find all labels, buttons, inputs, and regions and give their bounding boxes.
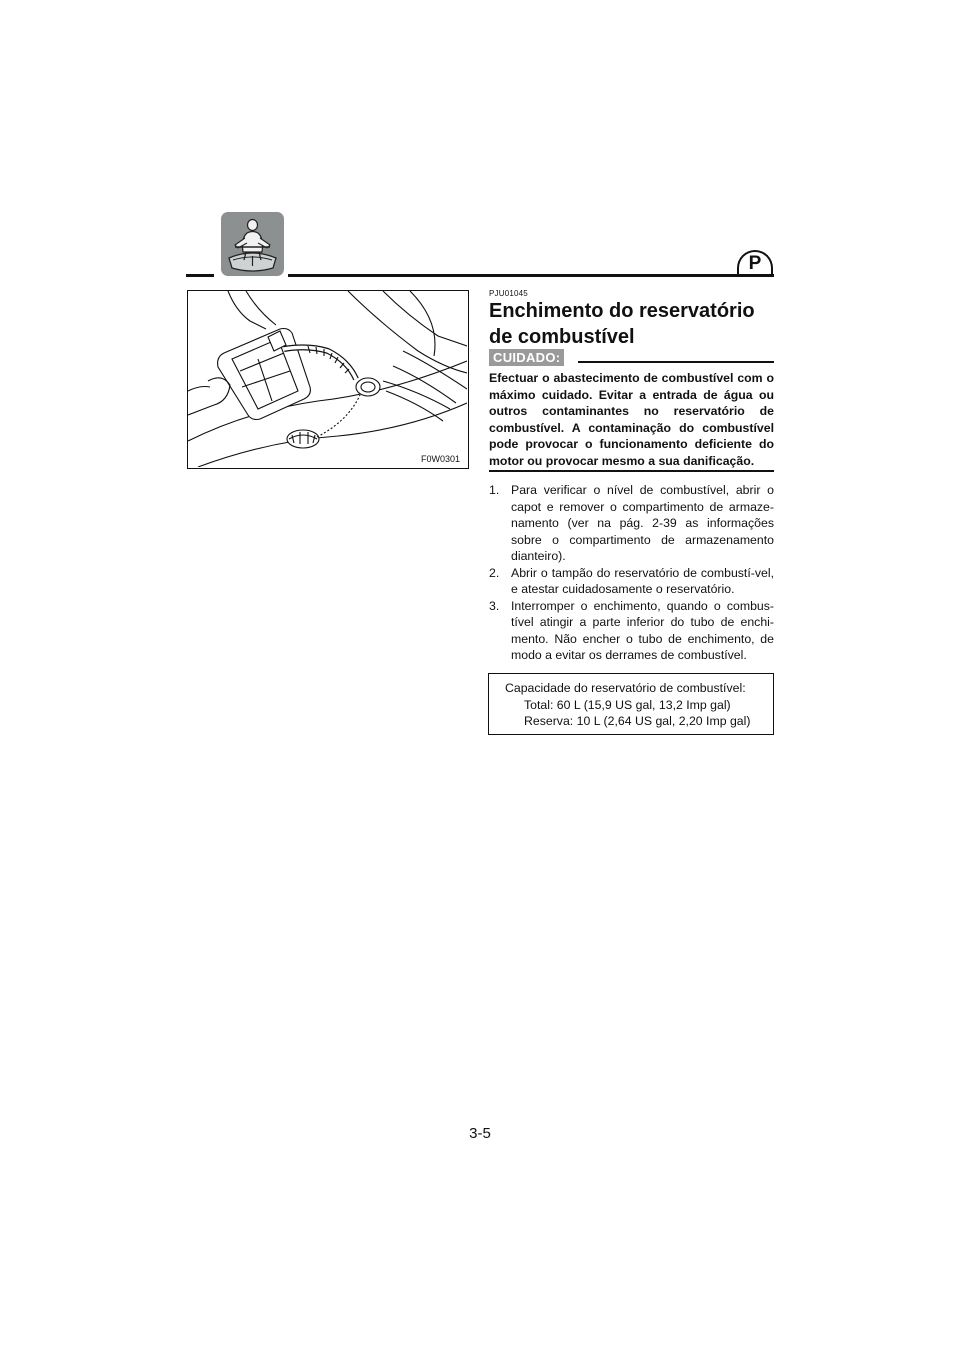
caution-text: Efectuar o abastecimento de combustível com o máximo cuidado. Evitar a entrada de água ou outros contaminantes no reservatório de combustível. A contaminação do combustível pode provocar o funcionamento deficiente do motor ou provocar mesmo a sua danificação. <box>489 371 774 468</box>
list-item <box>489 565 774 598</box>
page-number: 3-5 <box>469 1125 491 1142</box>
step-text: Abrir o tampão do reservatório de combustí-vel, e atestar cuidadosamente o reservatório. <box>511 565 774 596</box>
header-rule-main <box>288 274 774 277</box>
refueling-figure <box>187 290 469 469</box>
refueling-jerry-can-illustration <box>188 291 467 467</box>
section-heading: Enchimento do reservatório de combustível <box>489 300 755 348</box>
caution-rule <box>578 361 774 363</box>
header-rule-left <box>186 274 214 277</box>
list-item <box>489 482 774 565</box>
figure-code: F0W0301 <box>420 454 460 464</box>
spec-title: Capacidade do reservatório de combustível: <box>505 681 746 695</box>
step-text: Interromper o enchimento, quando o combus-tível atingir a parte inferior do tubo de enchi-mento. Não encher o tubo de enchimento, de modo a evitar os derrames de combustível. <box>511 598 774 662</box>
spec-reserve: Reserva: 10 L (2,64 US gal, 2,20 Imp gal) <box>524 714 751 728</box>
list-item <box>489 598 774 664</box>
caution-label: CUIDADO: <box>489 349 564 366</box>
steps-list <box>489 482 774 664</box>
step-number: 1. <box>489 483 500 497</box>
caution-end-rule <box>489 470 774 472</box>
fuel-capacity-spec-box <box>488 673 774 735</box>
language-badge: P <box>737 250 773 274</box>
spec-total: Total: 60 L (15,9 US gal, 13,2 Imp gal) <box>524 697 731 712</box>
step-text: Para verificar o nível de combustível, abrir o capot e remover o compartimento de armaze-namento (ver na pág. 2-39 as informações sobre o compartimento de armazenamento dianteiro). <box>511 483 774 563</box>
personal-watercraft-rider-icon <box>221 212 284 276</box>
document-code: PJU01045 <box>489 289 528 298</box>
step-number: 3. <box>489 598 500 613</box>
step-number: 2. <box>489 565 500 580</box>
